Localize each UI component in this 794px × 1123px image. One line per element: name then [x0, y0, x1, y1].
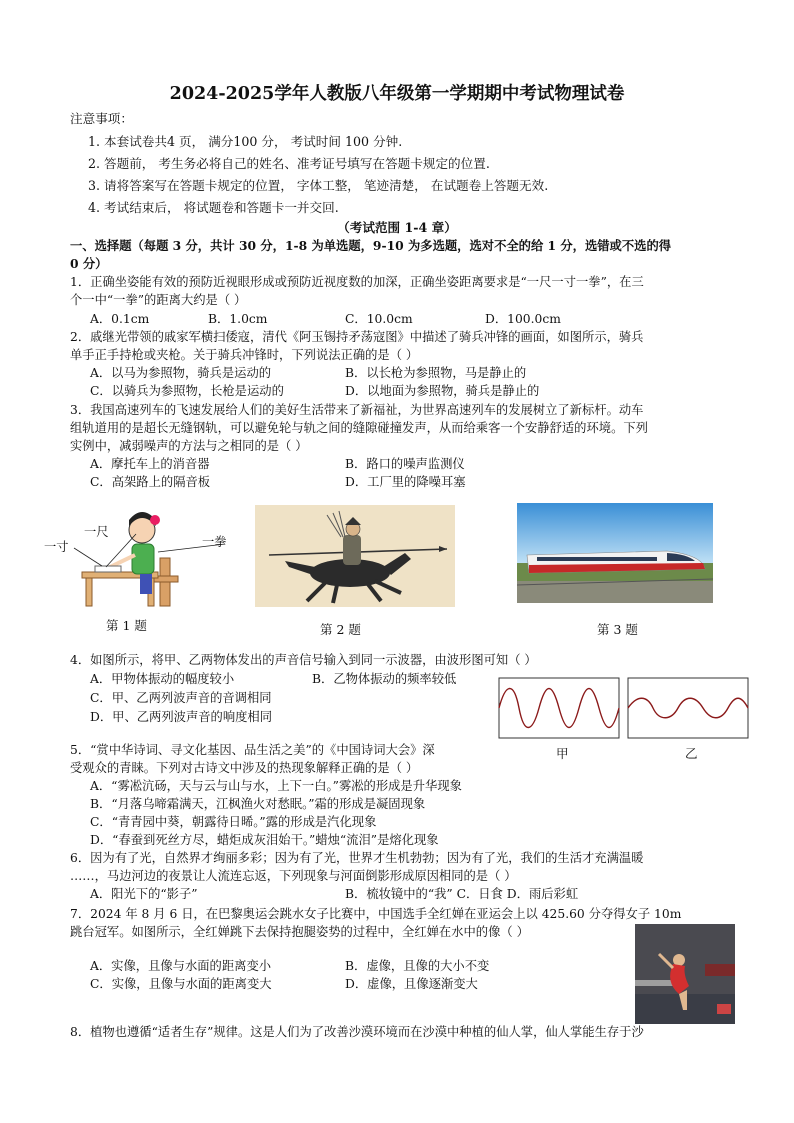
q4-option-d: D．甲、乙两列波声音的响度相同 [90, 710, 273, 724]
q5-option-a: A．“雾凇沆砀，天与云与山与水，上下一白。”雾凇的形成是升华现象 [90, 779, 462, 793]
q6-option-a: A．阳光下的“影子” [90, 887, 198, 901]
section-heading-cont: 0 分） [70, 256, 108, 271]
notice-item: 2. 答题前， 考生务必将自己的姓名、准考证号填写在答题卡规定的位置. [88, 156, 490, 171]
figure-2-caption: 第 2 题 [320, 622, 361, 637]
q3-option-a: A．摩托车上的消音器 [90, 457, 210, 471]
notice-item: 3. 请将答案写在答题卡规定的位置， 字体工整， 笔迹清楚， 在试题卷上答题无效. [88, 178, 549, 193]
q3-option-d: D．工厂里的降噪耳塞 [345, 475, 466, 489]
question-4-text: 4．如图所示，将甲、乙两物体发出的声音信号输入到同一示波器，由波形图可知（ ） [70, 653, 537, 667]
q4-option-a: A．甲物体振动的幅度较小 [90, 672, 235, 686]
figure-2-cavalry [255, 505, 455, 607]
figure-1-caption: 第 1 题 [106, 618, 147, 633]
figure-4-wave-yi [627, 677, 749, 739]
q1-option-a: A．0.1cm [90, 312, 150, 326]
page-title: 2024-2025学年人教版八年级第一学期期中考试物理试卷 [169, 84, 625, 104]
q5-option-d: D．“春蚕到死丝方尽，蜡炬成灰泪始干。”蜡烛“流泪”是熔化现象 [90, 833, 439, 847]
q7-option-d: D．虚像，且像逐渐变大 [345, 977, 478, 991]
q7-option-b: B．虚像，且像的大小不变 [345, 959, 490, 973]
q2-option-c: C．以骑兵为参照物，长枪是运动的 [90, 384, 284, 398]
figure-3-caption: 第 3 题 [597, 622, 638, 637]
question-8-text: 8．植物也遵循“适者生存”规律。这是人们为了改善沙漠环境而在沙漠中种植的仙人掌，仙人掌能生存于沙 [70, 1025, 644, 1039]
figure-1-posture [40, 500, 240, 608]
question-5-text: 受观众的青睐。下列对古诗文中涉及的热现象解释正确的是（ ） [70, 761, 419, 775]
section-heading: 一、选择题（每题 3 分，共计 30 分，1-8 为单选题，9-10 为多选题，选对不全的给 1 分，选错或不选的得 [70, 238, 672, 253]
question-6-text: 6．因为有了光，自然界才绚丽多彩；因为有了光，世界才生机勃勃；因为有了光，我们的生活才充满温暖 [70, 851, 644, 865]
figure-4-wave-jia [498, 677, 620, 739]
question-7-text: 7．2024 年 8 月 6 日，在巴黎奥运会跳水女子比赛中，中国选手全红婵在亚运会上以 425.60 分夺得女子 10m [70, 907, 682, 921]
notice-item: 4. 考试结束后， 将试题卷和答题卡一并交回. [88, 200, 339, 215]
figure-3-train [517, 503, 713, 603]
question-3-text: 组轨道用的是超长无缝钢轨，可以避免轮与轨之间的缝隙碰撞发声，从而给乘客一个安静舒适的环境。下列 [70, 421, 648, 435]
question-5-text: 5．“赏中华诗词、寻文化基因、品生活之美”的《中国诗词大会》深 [70, 743, 435, 757]
label-yi-quan: 一拳 [202, 535, 227, 549]
label-yi-cun: 一寸 [44, 540, 69, 554]
label-yi-chi: 一尺 [84, 525, 109, 539]
q1-option-b: B．1.0cm [208, 312, 268, 326]
question-3-text: 实例中，减弱噪声的方法与之相同的是（ ） [70, 439, 308, 453]
question-6-text: ……，马边河边的夜景让人流连忘返，下列现象与河面倒影形成原因相同的是（ ） [70, 869, 517, 883]
question-7-text: 跳台冠军。如图所示，全红婵跳下去保持抱腿姿势的过程中，全红婵在水中的像（ ） [70, 925, 529, 939]
figure-7-diver [635, 924, 735, 1024]
q4-option-b: B．乙物体振动的频率较低 [312, 672, 457, 686]
q2-option-b: B．以长枪为参照物，马是静止的 [345, 366, 527, 380]
figure-4-label-jia: 甲 [556, 746, 569, 761]
q5-option-c: C．“青青园中葵，朝露待日晞。”露的形成是汽化现象 [90, 815, 377, 829]
question-1-text: 个一中“一拳”的距离大约是（ ） [70, 293, 247, 307]
question-2-text: 2．戚继光带领的戚家军横扫倭寇，清代《阿玉锡持矛荡寇图》中描述了骑兵冲锋的画面，如图所示，骑兵 [70, 330, 644, 344]
q2-option-a: A．以马为参照物，骑兵是运动的 [90, 366, 272, 380]
q3-option-c: C．高架路上的隔音板 [90, 475, 211, 489]
q1-option-c: C．10.0cm [345, 312, 413, 326]
q6-options-bcd: B．梳妆镜中的“我” C．日食 D．雨后彩虹 [345, 887, 579, 901]
figure-4-label-yi: 乙 [685, 746, 698, 761]
q3-option-b: B．路口的噪声监测仪 [345, 457, 465, 471]
q1-option-d: D．100.0cm [485, 312, 561, 326]
question-2-text: 单手正手持枪或夹枪。关于骑兵冲锋时，下列说法正确的是（ ） [70, 348, 419, 362]
exam-scope: （考试范围 1-4 章） [337, 220, 457, 235]
q4-option-c: C．甲、乙两列波声音的音调相同 [90, 691, 272, 705]
notice-heading: 注意事项： [70, 111, 133, 126]
question-1-text: 1．正确坐姿能有效的预防近视眼形成或预防近视度数的加深，正确坐姿距离要求是“一尺一寸一拳”，在三 [70, 275, 644, 289]
notice-item: 1. 本套试卷共4 页， 满分100 分， 考试时间 100 分钟. [88, 134, 403, 149]
q2-option-d: D．以地面为参照物，骑兵是静止的 [345, 384, 540, 398]
q7-option-c: C．实像，且像与水面的距离变大 [90, 977, 272, 991]
question-3-text: 3．我国高速列车的飞速发展给人们的美好生活带来了新福祉，为世界高速列车的发展树立了新标杆。动车 [70, 403, 644, 417]
q5-option-b: B．“月落乌啼霜满天，江枫渔火对愁眠。”霜的形成是凝固现象 [90, 797, 426, 811]
q7-option-a: A．实像，且像与水面的距离变小 [90, 959, 272, 973]
